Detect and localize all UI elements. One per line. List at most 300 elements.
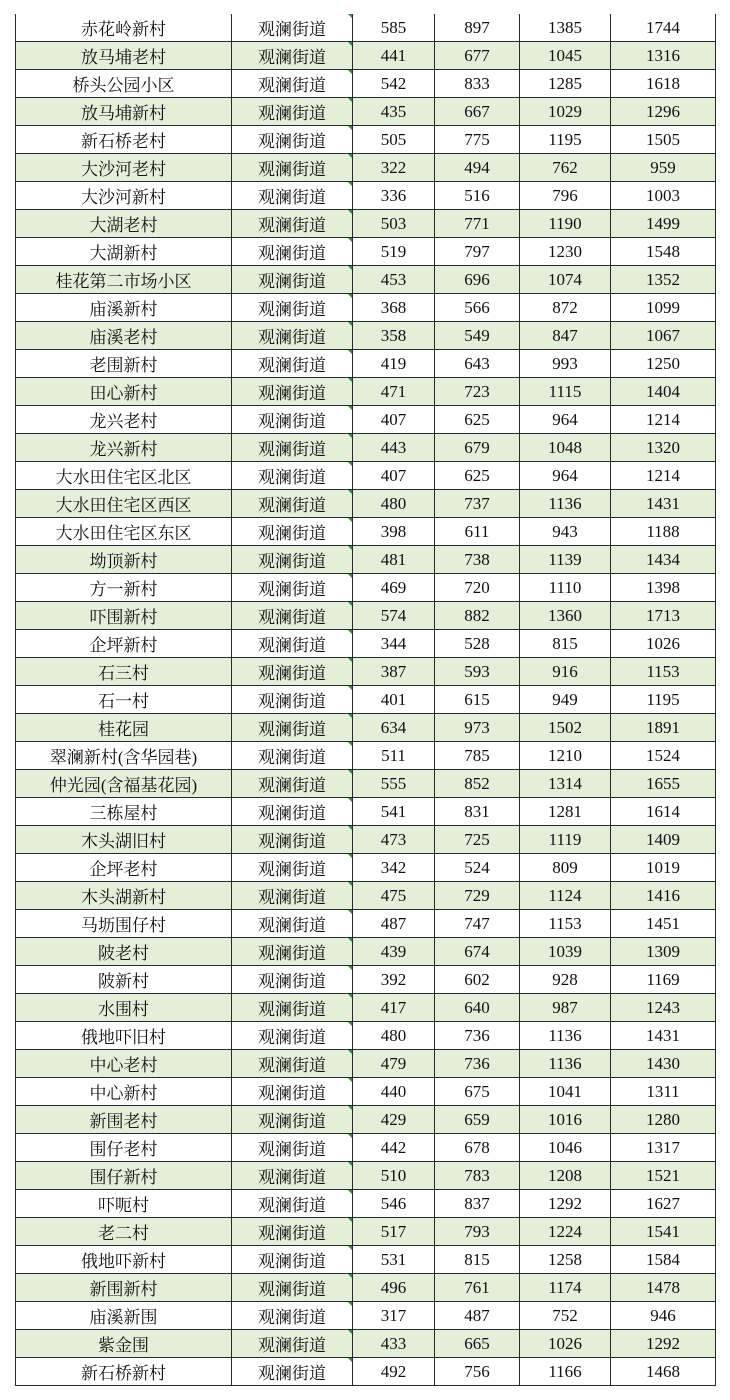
- value-1-cell: 481: [353, 546, 435, 574]
- value-3-cell: 964: [520, 406, 611, 434]
- street-cell: [232, 490, 353, 518]
- street-cell: [232, 1358, 353, 1386]
- table-row: [16, 742, 716, 770]
- value-2-cell: 775: [435, 126, 520, 154]
- cell-marker-icon: [347, 854, 353, 860]
- cell-marker-icon: [347, 210, 353, 216]
- value-1-cell: 368: [353, 294, 435, 322]
- cell-marker-icon: [347, 798, 353, 804]
- community-name-cell: 马坜围仔村: [16, 910, 232, 938]
- value-3-cell: 872: [520, 294, 611, 322]
- value-4-cell: 959: [611, 154, 716, 182]
- community-name-cell: 石一村: [16, 686, 232, 714]
- value-3-cell: 1139: [520, 546, 611, 574]
- value-4-cell: 1431: [611, 1022, 716, 1050]
- cell-marker-icon: [347, 1218, 353, 1224]
- cell-marker-icon: [347, 714, 353, 720]
- cell-marker-icon: [347, 42, 353, 48]
- value-3-cell: 964: [520, 462, 611, 490]
- community-name-cell: 庙溪新村: [16, 294, 232, 322]
- table-row: [16, 658, 716, 686]
- street-cell: [232, 1134, 353, 1162]
- value-1-cell: 443: [353, 434, 435, 462]
- community-name-cell: 吓呃村: [16, 1190, 232, 1218]
- table-body: [16, 14, 716, 1386]
- value-4-cell: 1478: [611, 1274, 716, 1302]
- value-1-cell: 479: [353, 1050, 435, 1078]
- value-2-cell: 602: [435, 966, 520, 994]
- value-4-cell: 1451: [611, 910, 716, 938]
- community-name-cell: 龙兴老村: [16, 406, 232, 434]
- community-name-cell: 陂新村: [16, 966, 232, 994]
- street-label: 观澜街道: [258, 160, 326, 179]
- value-4-cell: 1744: [611, 14, 716, 42]
- street-cell: [232, 630, 353, 658]
- street-label: 观澜街道: [258, 944, 326, 963]
- cell-marker-icon: [347, 154, 353, 160]
- value-2-cell: 783: [435, 1162, 520, 1190]
- table-row: [16, 322, 716, 350]
- street-cell: [232, 1050, 353, 1078]
- street-label: 观澜街道: [258, 104, 326, 123]
- value-1-cell: 541: [353, 798, 435, 826]
- value-3-cell: 1136: [520, 1050, 611, 1078]
- street-cell: [232, 1302, 353, 1330]
- table-row: [16, 42, 716, 70]
- street-label: 观澜街道: [258, 356, 326, 375]
- value-2-cell: 593: [435, 658, 520, 686]
- community-name-cell: 放马埔新村: [16, 98, 232, 126]
- value-2-cell: 756: [435, 1358, 520, 1386]
- street-cell: [232, 434, 353, 462]
- value-4-cell: 1320: [611, 434, 716, 462]
- table-row: [16, 854, 716, 882]
- value-4-cell: 1541: [611, 1218, 716, 1246]
- value-1-cell: 469: [353, 574, 435, 602]
- value-4-cell: 1627: [611, 1190, 716, 1218]
- street-cell: [232, 686, 353, 714]
- street-cell: [232, 462, 353, 490]
- cell-marker-icon: [347, 658, 353, 664]
- community-name-cell: 坳顶新村: [16, 546, 232, 574]
- value-1-cell: 453: [353, 266, 435, 294]
- value-1-cell: 519: [353, 238, 435, 266]
- value-2-cell: 678: [435, 1134, 520, 1162]
- street-label: 观澜街道: [258, 636, 326, 655]
- street-label: 观澜街道: [258, 244, 326, 263]
- community-name-cell: 陂老村: [16, 938, 232, 966]
- value-3-cell: 1041: [520, 1078, 611, 1106]
- street-cell: [232, 1330, 353, 1358]
- value-3-cell: 1115: [520, 378, 611, 406]
- community-name-cell: 石三村: [16, 658, 232, 686]
- street-label: 观澜街道: [258, 216, 326, 235]
- value-3-cell: 1124: [520, 882, 611, 910]
- value-2-cell: 615: [435, 686, 520, 714]
- value-4-cell: 1099: [611, 294, 716, 322]
- cell-marker-icon: [347, 434, 353, 440]
- street-cell: [232, 994, 353, 1022]
- street-label: 观澜街道: [258, 832, 326, 851]
- street-label: 观澜街道: [258, 412, 326, 431]
- table-row: [16, 630, 716, 658]
- cell-marker-icon: [347, 630, 353, 636]
- table-row: [16, 1134, 716, 1162]
- community-name-cell: 企坪新村: [16, 630, 232, 658]
- value-1-cell: 473: [353, 826, 435, 854]
- community-name-cell: 三栋屋村: [16, 798, 232, 826]
- street-label: 观澜街道: [258, 496, 326, 515]
- table-row: [16, 546, 716, 574]
- table-row: [16, 182, 716, 210]
- cell-marker-icon: [347, 1022, 353, 1028]
- community-name-cell: 木头湖新村: [16, 882, 232, 910]
- table-row: [16, 574, 716, 602]
- value-1-cell: 546: [353, 1190, 435, 1218]
- street-cell: [232, 266, 353, 294]
- value-3-cell: 1224: [520, 1218, 611, 1246]
- value-4-cell: 1317: [611, 1134, 716, 1162]
- street-label: 观澜街道: [258, 860, 326, 879]
- street-cell: [232, 910, 353, 938]
- value-2-cell: 516: [435, 182, 520, 210]
- value-4-cell: 1243: [611, 994, 716, 1022]
- value-3-cell: 762: [520, 154, 611, 182]
- value-3-cell: 1045: [520, 42, 611, 70]
- value-2-cell: 659: [435, 1106, 520, 1134]
- value-2-cell: 549: [435, 322, 520, 350]
- value-1-cell: 542: [353, 70, 435, 98]
- cell-marker-icon: [347, 1050, 353, 1056]
- value-2-cell: 524: [435, 854, 520, 882]
- street-label: 观澜街道: [258, 1364, 326, 1383]
- community-name-cell: 俄地吓旧村: [16, 1022, 232, 1050]
- street-cell: [232, 938, 353, 966]
- street-label: 观澜街道: [258, 580, 326, 599]
- cell-marker-icon: [347, 546, 353, 552]
- cell-marker-icon: [347, 1078, 353, 1084]
- value-4-cell: 1214: [611, 406, 716, 434]
- table-row: [16, 714, 716, 742]
- community-name-cell: 木头湖旧村: [16, 826, 232, 854]
- value-1-cell: 531: [353, 1246, 435, 1274]
- community-name-cell: 中心老村: [16, 1050, 232, 1078]
- value-4-cell: 1614: [611, 798, 716, 826]
- value-4-cell: 1214: [611, 462, 716, 490]
- value-3-cell: 1314: [520, 770, 611, 798]
- community-name-cell: 围仔老村: [16, 1134, 232, 1162]
- value-4-cell: 1296: [611, 98, 716, 126]
- street-label: 观澜街道: [258, 1224, 326, 1243]
- table-row: [16, 826, 716, 854]
- street-cell: [232, 378, 353, 406]
- cell-marker-icon: [347, 462, 353, 468]
- street-cell: [232, 126, 353, 154]
- table-row: [16, 1302, 716, 1330]
- value-4-cell: 1416: [611, 882, 716, 910]
- street-cell: [232, 14, 353, 42]
- cell-marker-icon: [347, 574, 353, 580]
- community-name-cell: 围仔新村: [16, 1162, 232, 1190]
- community-name-cell: 吓围新村: [16, 602, 232, 630]
- street-label: 观澜街道: [258, 748, 326, 767]
- street-label: 观澜街道: [258, 440, 326, 459]
- value-1-cell: 417: [353, 994, 435, 1022]
- value-3-cell: 1230: [520, 238, 611, 266]
- value-2-cell: 729: [435, 882, 520, 910]
- street-cell: [232, 350, 353, 378]
- value-3-cell: 1195: [520, 126, 611, 154]
- street-label: 观澜街道: [258, 1196, 326, 1215]
- cell-marker-icon: [347, 266, 353, 272]
- value-3-cell: 1110: [520, 574, 611, 602]
- table-row: [16, 1274, 716, 1302]
- community-name-cell: 翠澜新村(含华园巷): [16, 742, 232, 770]
- cell-marker-icon: [347, 350, 353, 356]
- cell-marker-icon: [347, 938, 353, 944]
- value-2-cell: 625: [435, 406, 520, 434]
- value-4-cell: 1548: [611, 238, 716, 266]
- street-label: 观澜街道: [258, 1112, 326, 1131]
- value-2-cell: 640: [435, 994, 520, 1022]
- community-name-cell: 老二村: [16, 1218, 232, 1246]
- value-2-cell: 737: [435, 490, 520, 518]
- value-2-cell: 643: [435, 350, 520, 378]
- value-4-cell: 1019: [611, 854, 716, 882]
- table-row: [16, 490, 716, 518]
- table-row: [16, 1106, 716, 1134]
- cell-marker-icon: [347, 686, 353, 692]
- value-4-cell: 1499: [611, 210, 716, 238]
- community-name-cell: 大湖新村: [16, 238, 232, 266]
- street-label: 观澜街道: [258, 272, 326, 291]
- table-row: [16, 1358, 716, 1386]
- value-3-cell: 1502: [520, 714, 611, 742]
- value-4-cell: 1521: [611, 1162, 716, 1190]
- value-4-cell: 1409: [611, 826, 716, 854]
- street-cell: [232, 1190, 353, 1218]
- cell-marker-icon: [347, 14, 353, 19]
- table-row: [16, 238, 716, 266]
- value-2-cell: 723: [435, 378, 520, 406]
- table-row: [16, 686, 716, 714]
- street-label: 观澜街道: [258, 524, 326, 543]
- cell-marker-icon: [347, 1358, 353, 1364]
- street-cell: [232, 1022, 353, 1050]
- value-2-cell: 679: [435, 434, 520, 462]
- value-3-cell: 1136: [520, 1022, 611, 1050]
- table-row: [16, 406, 716, 434]
- street-cell: [232, 602, 353, 630]
- value-4-cell: 1026: [611, 630, 716, 658]
- value-1-cell: 387: [353, 658, 435, 686]
- value-1-cell: 358: [353, 322, 435, 350]
- cell-marker-icon: [347, 826, 353, 832]
- value-2-cell: 725: [435, 826, 520, 854]
- street-cell: [232, 238, 353, 266]
- community-name-cell: 新石桥新村: [16, 1358, 232, 1386]
- value-2-cell: 831: [435, 798, 520, 826]
- cell-marker-icon: [347, 1106, 353, 1112]
- community-name-cell: 水围村: [16, 994, 232, 1022]
- street-cell: [232, 574, 353, 602]
- value-4-cell: 1398: [611, 574, 716, 602]
- community-name-cell: 赤花岭新村: [16, 14, 232, 42]
- street-cell: [232, 826, 353, 854]
- cell-marker-icon: [347, 490, 353, 496]
- community-name-cell: 庙溪老村: [16, 322, 232, 350]
- street-cell: [232, 882, 353, 910]
- value-4-cell: 1153: [611, 658, 716, 686]
- value-2-cell: 771: [435, 210, 520, 238]
- street-cell: [232, 714, 353, 742]
- street-cell: [232, 98, 353, 126]
- value-2-cell: 528: [435, 630, 520, 658]
- value-1-cell: 407: [353, 406, 435, 434]
- value-1-cell: 440: [353, 1078, 435, 1106]
- cell-marker-icon: [347, 238, 353, 244]
- value-2-cell: 736: [435, 1022, 520, 1050]
- value-3-cell: 1174: [520, 1274, 611, 1302]
- value-2-cell: 882: [435, 602, 520, 630]
- street-cell: [232, 182, 353, 210]
- cell-marker-icon: [347, 1134, 353, 1140]
- community-name-cell: 田心新村: [16, 378, 232, 406]
- value-2-cell: 677: [435, 42, 520, 70]
- street-cell: [232, 966, 353, 994]
- table-row: [16, 994, 716, 1022]
- value-1-cell: 511: [353, 742, 435, 770]
- value-3-cell: 1039: [520, 938, 611, 966]
- value-3-cell: 928: [520, 966, 611, 994]
- street-label: 观澜街道: [258, 1084, 326, 1103]
- community-name-cell: 桂花园: [16, 714, 232, 742]
- community-name-cell: 大水田住宅区北区: [16, 462, 232, 490]
- street-label: 观澜街道: [258, 804, 326, 823]
- value-1-cell: 419: [353, 350, 435, 378]
- table-row: [16, 1078, 716, 1106]
- table-row: [16, 1246, 716, 1274]
- value-4-cell: 1352: [611, 266, 716, 294]
- value-1-cell: 441: [353, 42, 435, 70]
- street-label: 观澜街道: [258, 48, 326, 67]
- table-row: [16, 126, 716, 154]
- street-label: 观澜街道: [258, 300, 326, 319]
- street-label: 观澜街道: [258, 20, 326, 39]
- value-4-cell: 1311: [611, 1078, 716, 1106]
- value-1-cell: 392: [353, 966, 435, 994]
- value-1-cell: 480: [353, 1022, 435, 1050]
- value-2-cell: 665: [435, 1330, 520, 1358]
- street-cell: [232, 406, 353, 434]
- value-1-cell: 342: [353, 854, 435, 882]
- value-3-cell: 1292: [520, 1190, 611, 1218]
- street-cell: [232, 770, 353, 798]
- value-2-cell: 747: [435, 910, 520, 938]
- community-name-cell: 龙兴新村: [16, 434, 232, 462]
- value-4-cell: 1713: [611, 602, 716, 630]
- value-3-cell: 993: [520, 350, 611, 378]
- data-table: [15, 14, 716, 1386]
- cell-marker-icon: [347, 966, 353, 972]
- value-1-cell: 634: [353, 714, 435, 742]
- value-1-cell: 574: [353, 602, 435, 630]
- value-3-cell: 1029: [520, 98, 611, 126]
- value-2-cell: 611: [435, 518, 520, 546]
- value-4-cell: 1655: [611, 770, 716, 798]
- street-label: 观澜街道: [258, 916, 326, 935]
- value-4-cell: 1584: [611, 1246, 716, 1274]
- street-cell: [232, 518, 353, 546]
- value-4-cell: 1618: [611, 70, 716, 98]
- value-2-cell: 675: [435, 1078, 520, 1106]
- value-3-cell: 1016: [520, 1106, 611, 1134]
- table-row: [16, 966, 716, 994]
- value-3-cell: 1285: [520, 70, 611, 98]
- value-3-cell: 1208: [520, 1162, 611, 1190]
- community-name-cell: 新石桥老村: [16, 126, 232, 154]
- value-3-cell: 1166: [520, 1358, 611, 1386]
- street-cell: [232, 1078, 353, 1106]
- value-3-cell: 1360: [520, 602, 611, 630]
- cell-marker-icon: [347, 770, 353, 776]
- table-row: [16, 938, 716, 966]
- value-3-cell: 1210: [520, 742, 611, 770]
- cell-marker-icon: [347, 182, 353, 188]
- value-3-cell: 1385: [520, 14, 611, 42]
- value-2-cell: 674: [435, 938, 520, 966]
- value-1-cell: 336: [353, 182, 435, 210]
- street-label: 观澜街道: [258, 1000, 326, 1019]
- cell-marker-icon: [347, 910, 353, 916]
- value-1-cell: 442: [353, 1134, 435, 1162]
- street-cell: [232, 854, 353, 882]
- value-1-cell: 398: [353, 518, 435, 546]
- value-1-cell: 510: [353, 1162, 435, 1190]
- street-cell: [232, 1162, 353, 1190]
- value-1-cell: 487: [353, 910, 435, 938]
- table-row: [16, 266, 716, 294]
- value-3-cell: 1026: [520, 1330, 611, 1358]
- value-3-cell: 1281: [520, 798, 611, 826]
- street-label: 观澜街道: [258, 1140, 326, 1159]
- street-cell: [232, 154, 353, 182]
- street-label: 观澜街道: [258, 552, 326, 571]
- community-name-cell: 中心新村: [16, 1078, 232, 1106]
- value-4-cell: 1316: [611, 42, 716, 70]
- cell-marker-icon: [347, 378, 353, 384]
- value-2-cell: 973: [435, 714, 520, 742]
- table-row: [16, 1022, 716, 1050]
- value-1-cell: 435: [353, 98, 435, 126]
- table-row: [16, 70, 716, 98]
- value-2-cell: 487: [435, 1302, 520, 1330]
- value-2-cell: 815: [435, 1246, 520, 1274]
- street-label: 观澜街道: [258, 664, 326, 683]
- value-4-cell: 946: [611, 1302, 716, 1330]
- cell-marker-icon: [347, 1246, 353, 1252]
- street-cell: [232, 798, 353, 826]
- value-4-cell: 1891: [611, 714, 716, 742]
- value-3-cell: 987: [520, 994, 611, 1022]
- value-4-cell: 1292: [611, 1330, 716, 1358]
- value-3-cell: 949: [520, 686, 611, 714]
- street-cell: [232, 1106, 353, 1134]
- value-1-cell: 555: [353, 770, 435, 798]
- table-row: [16, 1190, 716, 1218]
- cell-marker-icon: [347, 126, 353, 132]
- table-row: [16, 910, 716, 938]
